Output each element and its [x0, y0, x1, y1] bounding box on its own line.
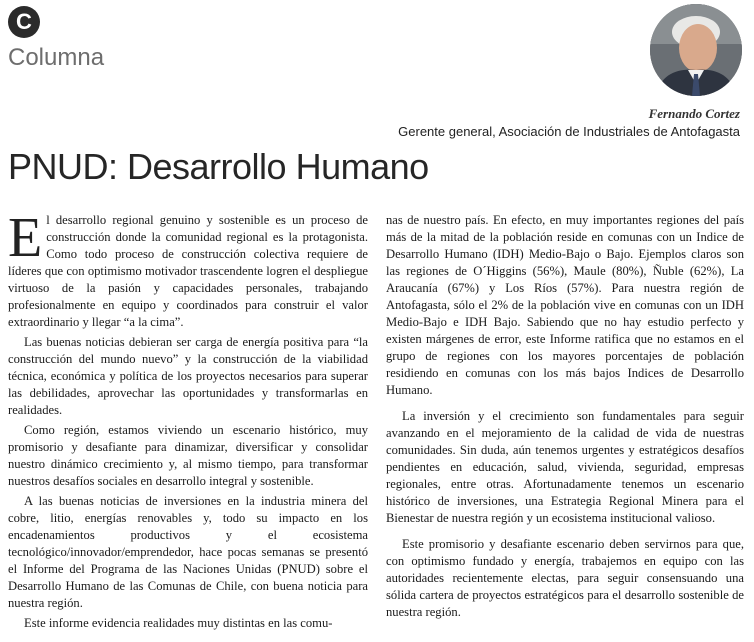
drop-cap: E [8, 207, 43, 269]
author-role: Gerente general, Asociación de Industriales de Antofagasta [398, 124, 740, 139]
paragraph-2: Las buenas noticias debieran ser carga de energía positiva para “la construcción del mundo nuevo” y la construcción de la viabilidad técnica, económica y política de los proyectos necesarios para superar las debilidades, aprovechar las oportunidades y transformarlas en realidades. [8, 335, 368, 417]
article-column-right [386, 212, 744, 621]
section-label: Columna [8, 44, 105, 71]
author-portrait-image [650, 4, 742, 96]
author-photo [650, 4, 742, 96]
author-name: Fernando Cortez [648, 106, 740, 121]
paragraph-7: La inversión y el crecimiento son fundamentales para seguir avanzando en el mejoramiento de la calidad de vida de nuestras comunidades. Sin duda, aún tenemos urgentes y estratégicos desafíos pendientes en educación, salud, vivienda, seguridad, empresas regionales, entre otras. Afortunadamente tenemos un escenario histórico de inversiones, una Estrategia Regional Minera para el Bienestar de nuestra región y un ecosistema institucional valioso. [386, 409, 744, 525]
paragraph-8: Este promisorio y desafiante escenario deben servirnos para que, con optimismo fundado y energía, trabajemos en equipo con las autoridades recientemente electas, para seguir consensuando una sólida cartera de proyectos estratégicos para el desarrollo sostenible de nuestra región. [386, 537, 744, 619]
section-badge: C [8, 6, 40, 38]
paragraph-6: nas de nuestro país. En efecto, en muy importantes regiones del país más de la mitad de la población reside en comunas con un Indice de Desarrollo Humano (IDH) Medio-Bajo o Bajo. Ejemplos claros son las regiones de O´Higgins (56%), Maule (80%), Ñuble (62%), La Araucanía (67%) y Los Ríos (57%). Para nuestra región de Antofagasta, sólo el 2% de la población vive en comunas con un IDH Medio-Bajo e IDH Bajo. Sabiendo que no hay estudio perfecto y existen márgenes de error, este Informe ratifica que no estamos en el grupo de regiones con los mayores porcentajes de población residiendo en comunas con los más bajos Indices de Desarrollo Humano. [386, 213, 744, 397]
paragraph-4: A las buenas noticias de inversiones en la industria minera del cobre, litio, energías renovables y, todo su impacto en los encadenamientos productivos y el ecosistema tecnológico/innovador/emprendedor, hace pocas semanas se presentó el Informe del Programa de las Naciones Unidas (PNUD) sobre el Desarrollo Humano de las Comunas de Chile, con buena noticia para nuestra región. [8, 494, 368, 610]
paragraph-5: Este informe evidencia realidades muy distintas en las comu- [24, 616, 333, 630]
article-column-left [8, 207, 368, 632]
paragraph-3: Como región, estamos viviendo un escenario histórico, muy promisorio y desafiante para dinamizar, diversificar y consolidar nuestro dinámico crecimiento y, al mismo tiempo, para transformar nuestros desafíos sociales en desarrollo integral y sostenible. [8, 423, 368, 488]
paragraph-1: El desarrollo regional genuino y sostenible es un proceso de construcción donde la comunidad regional es la protagonista. Como todo proceso de construcción colectiva requiere de líderes que con optimismo motivador trascendente logren el despliegue virtuoso de la pasión y capacidades personales, trabajando profesionalmente en equipo y coordinados para construir el valor extraordinario y llegar “a la cima”. [8, 207, 368, 329]
article-headline: PNUD: Desarrollo Humano [8, 146, 429, 187]
